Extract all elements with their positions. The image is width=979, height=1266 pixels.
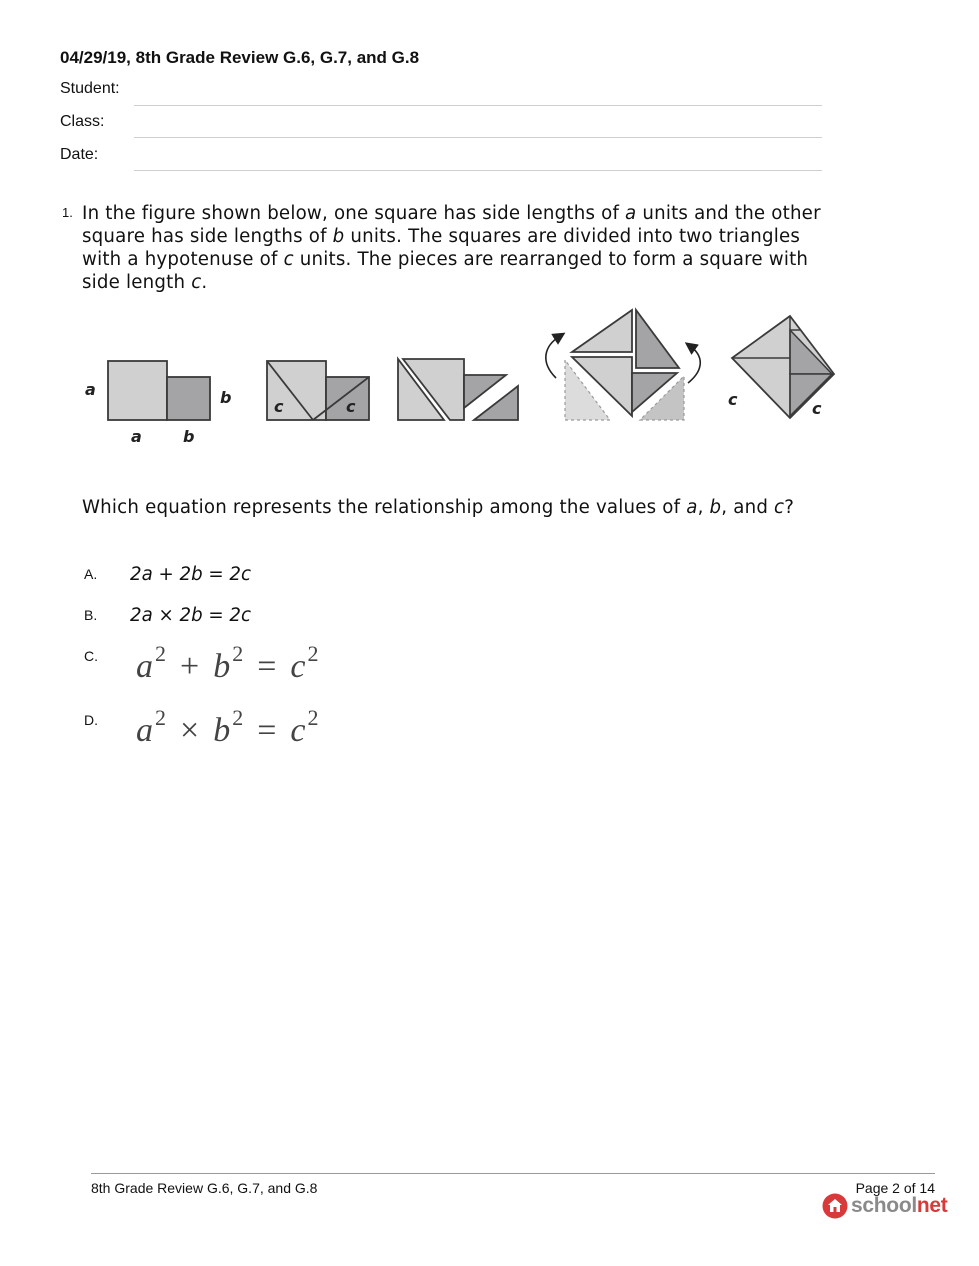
worksheet-title: 04/29/19, 8th Grade Review G.6, G.7, and G.8 — [60, 48, 420, 67]
date-line — [134, 170, 822, 171]
label-c-right: c — [812, 399, 822, 418]
label-a-bottom: a — [131, 427, 142, 446]
label-c-first: c — [274, 397, 284, 416]
option-d-equation[interactable]: $a^2 \times b^2 = c^2$ — [136, 705, 319, 749]
student-name-line — [134, 105, 822, 106]
label-c-left: c — [728, 390, 738, 409]
option-b-letter[interactable]: B. — [84, 607, 98, 623]
student-label: Student: — [60, 80, 120, 97]
option-d-letter[interactable]: D. — [84, 712, 98, 728]
label-a-side: a — [85, 380, 96, 399]
option-c-equation[interactable]: $a^2 + b^2 = c^2$ — [136, 641, 319, 685]
label-b-bottom: b — [183, 427, 195, 446]
class-label: Class: — [60, 113, 105, 130]
footer-divider — [91, 1173, 935, 1174]
option-a-letter[interactable]: A. — [84, 566, 98, 582]
schoolnet-logo: schoolnet — [822, 1193, 948, 1219]
question-text: In the figure shown below, one square has side lengths of a units and the other square has side lengths of b units. The squares are divided into two triangles with a hypotenuse of c units. The pieces are rearranged to form a square with side length c. — [82, 203, 821, 293]
label-b-side: b — [220, 388, 232, 407]
house-icon — [822, 1193, 848, 1219]
squares-rearrangement-figure — [80, 302, 850, 452]
stage-3-separated-triangles — [398, 359, 518, 420]
label-c-second: c — [346, 397, 356, 416]
class-name-line — [134, 137, 822, 138]
stage-4-rotating-triangles — [546, 310, 700, 420]
question-number: 1. — [62, 205, 73, 220]
option-a-text[interactable]: 2a + 2b = 2c — [130, 564, 252, 585]
option-c-letter[interactable]: C. — [84, 648, 98, 664]
stage-1-two-squares — [108, 361, 210, 420]
question-prompt: Which equation represents the relationship among the values of a, b, and c? — [82, 497, 795, 518]
footer-title: 8th Grade Review G.6, G.7, and G.8 — [91, 1180, 318, 1196]
option-b-text[interactable]: 2a × 2b = 2c — [130, 605, 252, 626]
date-label: Date: — [60, 146, 99, 163]
page-number: Page 2 of 14 — [855, 1180, 935, 1196]
